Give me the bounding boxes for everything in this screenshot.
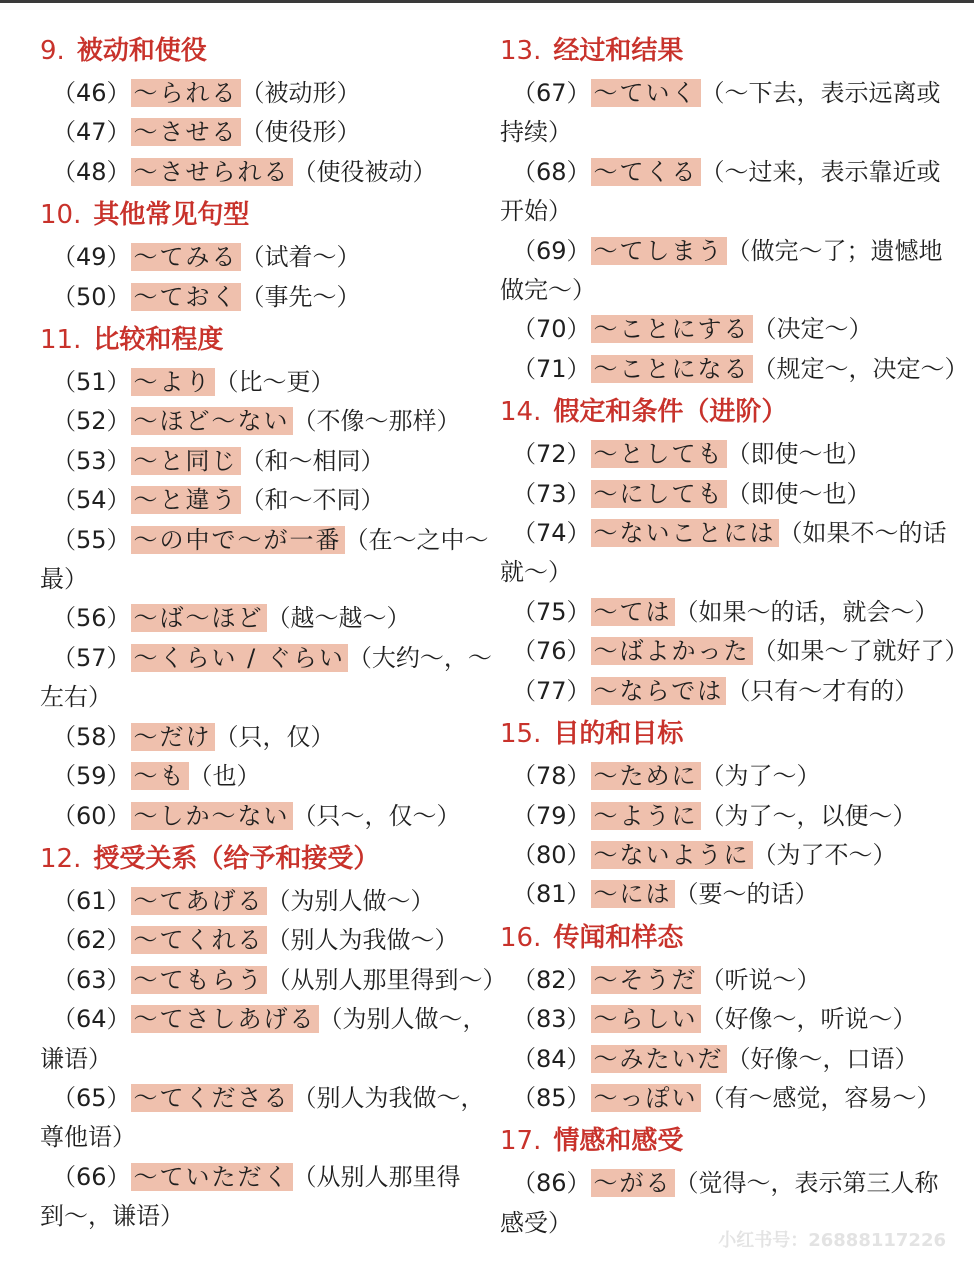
grammar-pattern: ～ことにする	[591, 315, 753, 343]
item-number: （61）	[52, 886, 131, 915]
grammar-pattern: ～ないことには	[591, 519, 779, 547]
section-title: 其他常见句型	[93, 200, 250, 231]
item-number: （50）	[52, 282, 131, 311]
grammar-pattern: ～と違う	[131, 486, 241, 514]
grammar-item	[40, 402, 480, 441]
item-number: （59）	[52, 762, 131, 791]
item-meaning: （在～之中～	[344, 525, 489, 554]
item-number: （47）	[52, 118, 131, 147]
item-meaning: （觉得～，表示第三人称	[674, 1169, 939, 1198]
item-meaning: （大约～，～	[347, 643, 492, 672]
item-number: （73）	[512, 479, 591, 508]
grammar-pattern: ～がる	[591, 1169, 675, 1197]
item-meaning: （～过来，表示靠近或	[700, 157, 941, 186]
item-number: （82）	[512, 965, 591, 994]
grammar-item	[40, 757, 480, 796]
section-number: 15.	[500, 719, 542, 750]
grammar-pattern: ～ことになる	[591, 355, 753, 383]
item-meaning: （要～的话）	[674, 880, 819, 909]
grammar-pattern: ～しか～ない	[131, 802, 293, 830]
item-meaning: （为了～，以便～）	[700, 801, 917, 830]
grammar-item	[40, 278, 480, 317]
item-meaning-continued: 谦语）	[40, 1044, 112, 1073]
item-meaning-continued: 感受）	[500, 1208, 572, 1237]
item-number: （70）	[512, 315, 591, 344]
grammar-pattern: ～させる	[131, 118, 241, 146]
item-meaning: （从别人那里得到～）	[266, 965, 507, 994]
grammar-pattern: ～っぽい	[591, 1084, 701, 1112]
item-meaning: （别人为我做～）	[266, 926, 459, 955]
section-heading	[500, 711, 940, 757]
item-meaning-continued: 就～）	[500, 558, 572, 587]
item-meaning: （如果～了就好了）	[752, 637, 969, 666]
item-number: （65）	[52, 1083, 131, 1112]
item-meaning: （也）	[188, 762, 261, 791]
grammar-pattern: ～には	[591, 880, 675, 908]
grammar-pattern: ～そうだ	[591, 966, 701, 994]
grammar-item	[40, 921, 480, 960]
item-meaning: （为了～）	[700, 762, 821, 791]
item-meaning-continued: 左右）	[40, 683, 112, 712]
grammar-item	[40, 113, 480, 152]
item-meaning-continued: 最）	[40, 565, 88, 594]
item-number: （57）	[52, 643, 131, 672]
top-border	[0, 0, 974, 3]
item-meaning: （如果不～的话	[778, 519, 947, 548]
item-number: （85）	[512, 1083, 591, 1112]
grammar-item	[500, 310, 940, 349]
grammar-item	[40, 238, 480, 277]
grammar-pattern: ～ば～ほど	[131, 604, 267, 632]
section-heading	[40, 192, 480, 238]
item-number: （58）	[52, 722, 131, 751]
item-number: （53）	[52, 446, 131, 475]
item-number: （64）	[52, 1005, 131, 1034]
item-meaning: （使役被动）	[292, 157, 437, 186]
grammar-item	[500, 435, 940, 474]
item-meaning: （～下去，表示远离或	[700, 79, 941, 107]
grammar-pattern: ～ていく	[591, 79, 701, 107]
item-meaning-continued: 到～，谦语）	[40, 1202, 184, 1231]
section-title: 目的和目标	[553, 719, 684, 750]
grammar-pattern: ～より	[131, 368, 215, 396]
item-meaning: （从别人那里得	[292, 1162, 461, 1191]
grammar-item	[500, 875, 940, 914]
grammar-pattern: ～ならでは	[591, 677, 727, 705]
grammar-pattern: ～みたいだ	[591, 1045, 727, 1073]
item-meaning: （比～更）	[214, 368, 335, 397]
item-meaning: （好像～，听说～）	[700, 1005, 917, 1034]
grammar-pattern: ～ておく	[131, 283, 241, 311]
section-title: 经过和结果	[553, 36, 684, 66]
item-meaning: （为别人做～，	[318, 1005, 487, 1034]
grammar-pattern: ～らしい	[591, 1005, 701, 1033]
section-heading	[500, 915, 940, 961]
item-number: （67）	[512, 79, 591, 107]
item-number: （78）	[512, 762, 591, 791]
grammar-pattern: ～ように	[591, 802, 701, 830]
grammar-item	[40, 718, 480, 757]
section-number: 12.	[40, 843, 82, 874]
section-number: 10.	[40, 200, 82, 231]
item-meaning-continued: 尊他语）	[40, 1123, 136, 1152]
item-number: （79）	[512, 801, 591, 830]
grammar-pattern: ～ては	[591, 598, 675, 626]
grammar-pattern: ～てもらう	[131, 966, 267, 994]
grammar-pattern: ～られる	[131, 79, 241, 107]
grammar-item	[500, 672, 940, 711]
grammar-item	[40, 961, 507, 1000]
item-number: （56）	[52, 604, 131, 633]
section-heading	[40, 317, 480, 363]
section-number: 11.	[40, 325, 82, 356]
item-number: （54）	[52, 486, 131, 515]
item-meaning: （事先～）	[240, 282, 361, 311]
grammar-pattern: ～だけ	[131, 723, 215, 751]
item-meaning: （规定～，决定～）	[752, 354, 969, 383]
grammar-pattern: ～てさしあげる	[131, 1005, 319, 1033]
item-number: （49）	[52, 243, 131, 272]
item-number: （74）	[512, 519, 591, 548]
section-title: 被动和使役	[76, 36, 207, 66]
watermark: 小红书号：26888117226	[718, 1230, 946, 1251]
grammar-item	[40, 481, 480, 520]
section-number: 13.	[500, 36, 542, 66]
item-meaning: （即使～也）	[726, 440, 871, 469]
grammar-item	[500, 632, 969, 671]
grammar-item	[500, 836, 940, 875]
item-meaning: （不像～那样）	[292, 407, 461, 436]
grammar-item	[500, 475, 940, 514]
item-number: （75）	[512, 597, 591, 626]
grammar-pattern: ～ばよかった	[591, 637, 753, 665]
section-title: 授受关系（给予和接受）	[93, 843, 380, 874]
item-meaning: （试着～）	[240, 243, 361, 272]
grammar-item	[500, 1040, 940, 1079]
section-heading	[40, 28, 480, 74]
section-heading	[500, 389, 940, 435]
item-meaning: （只，仅）	[214, 722, 335, 751]
item-number: （69）	[512, 236, 591, 265]
item-meaning: （为了不～）	[752, 840, 897, 869]
grammar-item	[40, 153, 480, 192]
left-column	[40, 28, 507, 1237]
item-number: （62）	[52, 926, 131, 955]
grammar-pattern: ～にしても	[591, 480, 727, 508]
grammar-pattern: ～ほど～ない	[131, 407, 293, 435]
grammar-item	[40, 882, 480, 921]
item-number: （83）	[512, 1005, 591, 1034]
item-number: （72）	[512, 440, 591, 469]
item-number: （84）	[512, 1044, 591, 1073]
section-number: 9.	[40, 36, 65, 66]
item-number: （55）	[52, 525, 131, 554]
grammar-item	[40, 1000, 487, 1079]
item-number: （80）	[512, 840, 591, 869]
grammar-item	[40, 442, 480, 481]
grammar-pattern: ～てみる	[131, 243, 241, 271]
item-number: （81）	[512, 880, 591, 909]
section-heading	[40, 836, 480, 882]
grammar-pattern: ～ないように	[591, 841, 753, 869]
item-meaning: （使役形）	[240, 118, 361, 147]
grammar-item	[500, 514, 947, 593]
grammar-pattern: ～てくださる	[131, 1084, 293, 1112]
grammar-item	[500, 153, 940, 232]
grammar-pattern: ～も	[131, 762, 189, 790]
grammar-item	[40, 363, 480, 402]
item-number: （76）	[512, 637, 591, 666]
grammar-pattern: ～の中で～が一番	[131, 526, 345, 554]
item-number: （68）	[512, 157, 591, 186]
grammar-item	[40, 74, 480, 113]
item-number: （51）	[52, 368, 131, 397]
item-number: （48）	[52, 157, 131, 186]
section-number: 14.	[500, 397, 542, 428]
section-title: 传闻和样态	[553, 922, 684, 953]
grammar-pattern: ～くらい / ぐらい	[131, 644, 348, 672]
grammar-item	[40, 1158, 480, 1237]
grammar-pattern: ～てくれる	[131, 926, 267, 954]
item-number: （66）	[52, 1162, 131, 1191]
item-meaning: （做完～了；遗憾地	[726, 236, 943, 265]
item-meaning: （和～不同）	[240, 486, 385, 515]
grammar-item	[40, 521, 489, 600]
item-meaning: （决定～）	[752, 315, 873, 344]
item-meaning: （如果～的话，就会～）	[674, 597, 939, 626]
item-meaning: （为别人做～）	[266, 886, 435, 915]
section-title: 比较和程度	[93, 325, 224, 356]
item-meaning: （只有～才有的）	[726, 676, 919, 705]
grammar-item	[500, 1079, 940, 1118]
grammar-item	[500, 350, 969, 389]
grammar-item	[500, 232, 943, 311]
grammar-pattern: ～ていただく	[131, 1163, 293, 1191]
grammar-pattern: ～させられる	[131, 158, 293, 186]
grammar-item	[500, 74, 940, 153]
item-meaning: （即使～也）	[726, 479, 871, 508]
item-number: （71）	[512, 354, 591, 383]
grammar-pattern: ～としても	[591, 440, 727, 468]
section-heading	[500, 28, 940, 74]
item-meaning: （只～，仅～）	[292, 801, 461, 830]
item-number: （86）	[512, 1169, 591, 1198]
item-meaning: （和～相同）	[240, 446, 385, 475]
grammar-item	[40, 797, 480, 836]
item-meaning-continued: 做完～）	[500, 276, 596, 305]
item-number: （63）	[52, 965, 131, 994]
grammar-item	[40, 599, 480, 638]
item-meaning-continued: 持续）	[500, 118, 572, 147]
section-title: 假定和条件（进阶）	[553, 397, 788, 428]
grammar-item	[40, 1079, 485, 1158]
item-number: （77）	[512, 676, 591, 705]
grammar-item	[40, 639, 492, 718]
section-heading	[500, 1118, 940, 1164]
grammar-pattern: ～と同じ	[131, 447, 241, 475]
grammar-item	[500, 593, 940, 632]
item-number: （52）	[52, 407, 131, 436]
item-number: （46）	[52, 79, 131, 107]
item-meaning: （有～感觉，容易～）	[700, 1083, 941, 1112]
item-meaning: （越～越～）	[266, 604, 411, 633]
grammar-item	[500, 1000, 940, 1039]
grammar-pattern: ～てしまう	[591, 237, 727, 265]
grammar-item	[500, 797, 940, 836]
section-number: 16.	[500, 922, 542, 953]
grammar-item	[500, 757, 940, 796]
grammar-pattern: ～てくる	[591, 158, 701, 186]
grammar-item	[500, 961, 940, 1000]
section-title: 情感和感受	[553, 1126, 684, 1157]
grammar-pattern: ～てあげる	[131, 887, 267, 915]
item-meaning: （被动形）	[240, 79, 361, 107]
section-number: 17.	[500, 1126, 542, 1157]
item-meaning: （好像～，口语）	[726, 1044, 919, 1073]
item-meaning-continued: 开始）	[500, 197, 572, 226]
item-number: （60）	[52, 801, 131, 830]
item-meaning: （听说～）	[700, 965, 821, 994]
right-column	[500, 28, 969, 1243]
grammar-pattern: ～ために	[591, 762, 701, 790]
item-meaning: （别人为我做～，	[292, 1083, 485, 1112]
